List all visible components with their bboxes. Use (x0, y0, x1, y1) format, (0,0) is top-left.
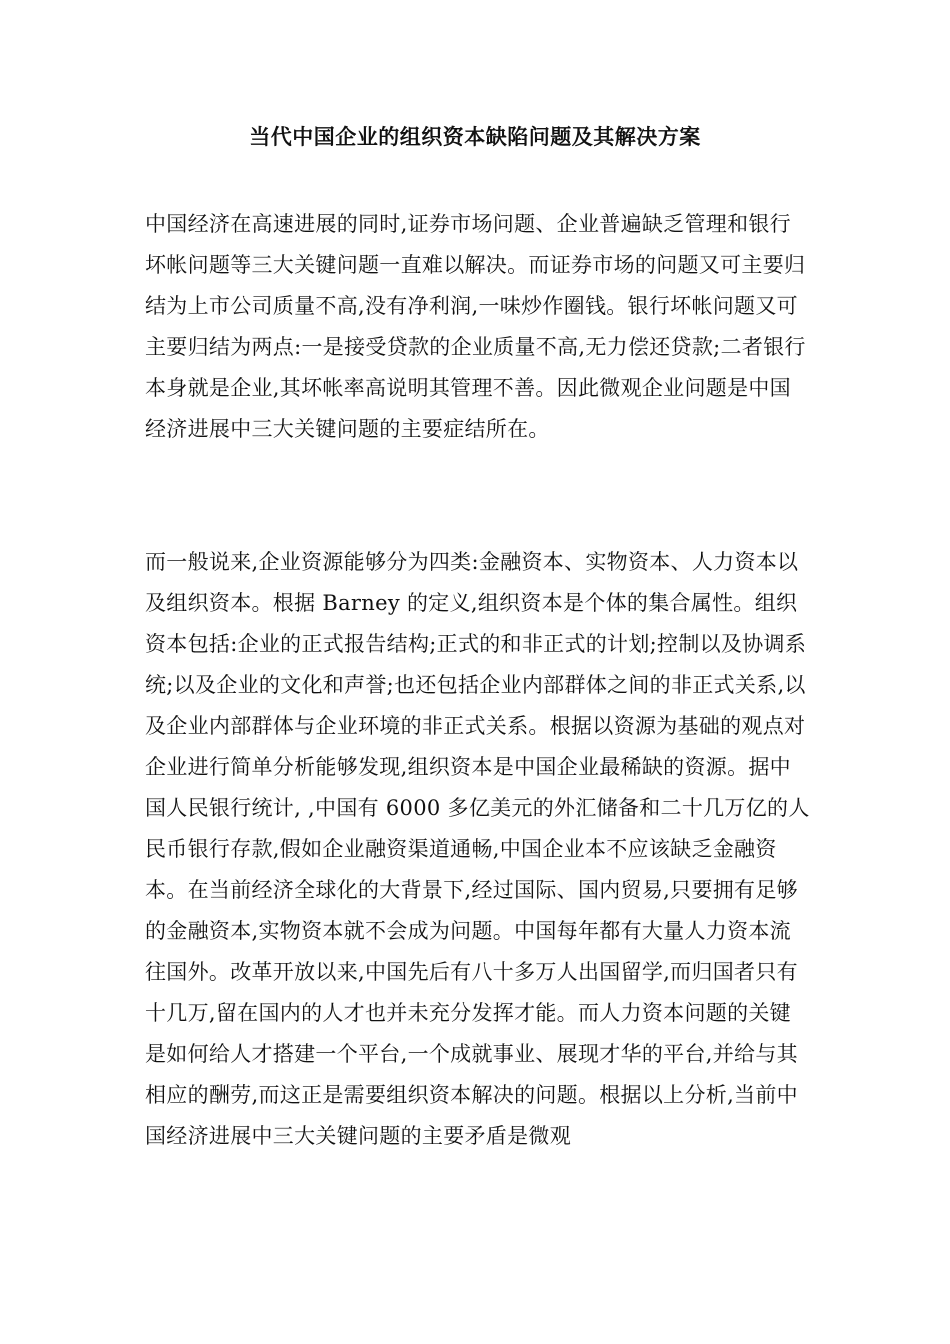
paragraph-2: 而一般说来,企业资源能够分为四类:金融资本、实物资本、人力资本以及组织资本。根据 Barney 的定义,组织资本是个体的集合属性。组织资本包括:企业的正式报告结构;正式的和非正式的计划;控制以及协调系统;以及企业的文化和声誉;也还包括企业内部群体之间的非正式关系,以及企业内部群体与企业环境的非正式关系。根据以资源为基础的观点对企业进行简单分析能够发现,组织资本是中国企业最稀缺的资源。据中国人民银行统计, ,中国有 6000 多亿美元的外汇储备和二十几万亿的人民币银行存款,假如企业融资渠道通畅,中国企业本不应该缺乏金融资本。在当前经济全球化的大背景下,经过国际、国内贸易,只要拥有足够的金融资本,实物资本就不会成为问题。中国每年都有大量人力资本流往国外。改革开放以来,中国先后有八十多万人出国留学,而归国者只有十几万,留在国内的人才也并未充分发挥才能。而人力资本问题的关键是如何给人才搭建一个平台,一个成就事业、展现才华的平台,并给与其相应的酬劳,而这正是需要组织资本解决的问题。根据以上分析,当前中国经济进展中三大关键问题的主要矛盾是微观 (145, 550, 810, 1148)
paragraph-1: 中国经济在高速进展的同时,证券市场问题、企业普遍缺乏管理和银行坏帐问题等三大关键问题一直难以解决。而证券市场的问题又可主要归结为上市公司质量不高,没有净利润,一味炒作圈钱。银行坏帐问题又可主要归结为两点:一是接受贷款的企业质量不高,无力偿还贷款;二者银行本身就是企业,其坏帐率高说明其管理不善。因此微观企业问题是中国经济进展中三大关键问题的主要症结所在。 (145, 212, 806, 441)
document-title: 当代中国企业的组织资本缺陷问题及其解决方案 (249, 125, 701, 149)
